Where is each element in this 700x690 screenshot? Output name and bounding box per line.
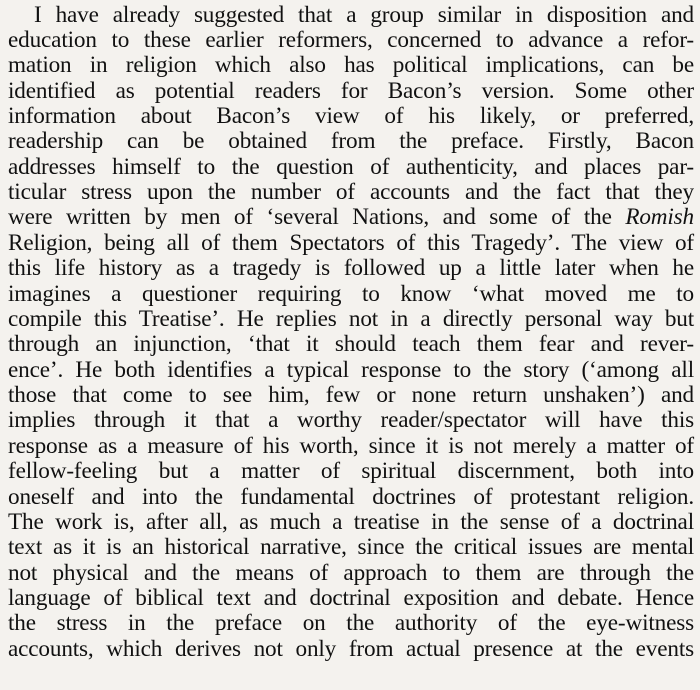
paragraph-line-15: ence’. He both identifies a typical response to the story (‘among all: [8, 357, 694, 383]
paragraph-line-23: not physical and the means of approach to them are through the: [8, 560, 694, 586]
paragraph-line-8: ticular stress upon the number of accounts and the fact that they: [8, 179, 694, 205]
paragraph-line-20: oneself and into the fundamental doctrines of protestant religion.: [8, 484, 694, 510]
paragraph-line-13: compile this Treatise’. He replies not in a directly personal way but: [8, 306, 694, 332]
paragraph-line-5: information about Bacon’s view of his likely, or preferred,: [8, 103, 694, 129]
paragraph-line-3: mation in religion which also has political implications, can be: [8, 52, 694, 78]
paragraph-line-25: the stress in the preface on the authority of the eye-witness: [8, 610, 694, 636]
paragraph-line-10: Religion, being all of them Spectators of this Tragedy’. The view of: [8, 230, 694, 256]
paragraph-line-1: I have already suggested that a group similar in disposition and: [34, 2, 694, 28]
paragraph-line-21: The work is, after all, as much a treatise in the sense of a doctrinal: [8, 509, 694, 535]
document-page: [8, 0, 694, 690]
paragraph-line-9-italic: Romish: [625, 204, 694, 230]
paragraph-line-7: addresses himself to the question of authenticity, and places par-: [8, 154, 694, 180]
paragraph-line-9: [8, 203, 694, 231]
paragraph-line-11: this life history as a tragedy is followed up a little later when he: [8, 255, 694, 281]
paragraph-line-9-roman: were written by men of ‘several Nations, and some of the: [8, 204, 626, 230]
paragraph-line-4: identified as potential readers for Bacon’s version. Some other: [8, 78, 694, 104]
paragraph-line-18: response as a measure of his worth, since it is not merely a matter of: [8, 433, 694, 459]
paragraph-line-22: text as it is an historical narrative, since the critical issues are mental: [8, 534, 694, 560]
paragraph-line-17: implies through it that a worthy reader/spectator will have this: [8, 407, 694, 433]
paragraph-line-16: those that come to see him, few or none return unshaken’) and: [8, 382, 694, 408]
paragraph-line-19: fellow-feeling but a matter of spiritual discernment, both into: [8, 458, 694, 484]
paragraph-line-2: education to these earlier reformers, concerned to advance a refor-: [8, 27, 694, 53]
paragraph-line-6: readership can be obtained from the preface. Firstly, Bacon: [8, 128, 694, 154]
paragraph-line-14: through an injunction, ‘that it should teach them fear and rever-: [8, 331, 694, 357]
paragraph-line-12: imagines a questioner requiring to know ‘what moved me to: [8, 281, 694, 307]
paragraph-line-24: language of biblical text and doctrinal exposition and debate. Hence: [8, 585, 694, 611]
paragraph-line-26: accounts, which derives not only from actual presence at the events: [8, 636, 694, 662]
